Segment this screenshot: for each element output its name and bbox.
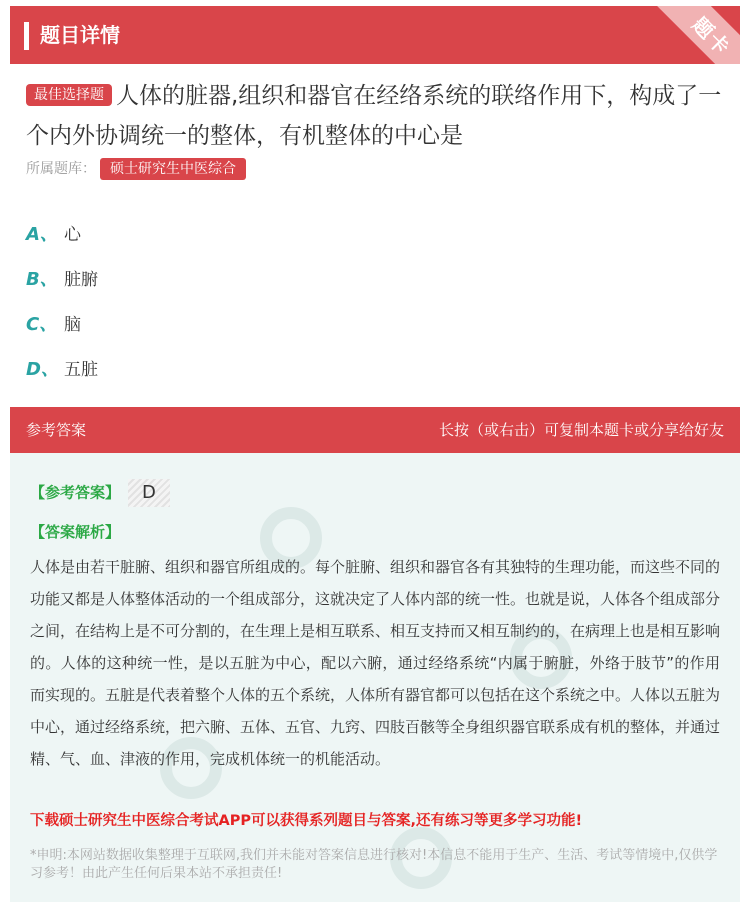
- option-letter: A、: [26, 223, 58, 245]
- corner-band: [654, 6, 740, 64]
- corner-label: 题卡: [687, 12, 736, 61]
- analysis-label: 【答案解析】: [30, 523, 121, 541]
- header-accent-bar: [24, 22, 29, 50]
- corner-ribbon: [654, 6, 740, 64]
- option-a[interactable]: [26, 210, 98, 255]
- option-text: 心: [64, 225, 81, 245]
- page-header: [10, 6, 740, 64]
- question-type-badge: 最佳选择题: [26, 84, 112, 106]
- option-letter: D、: [26, 358, 59, 380]
- answer-panel: [10, 407, 740, 902]
- reference-answer: [30, 479, 170, 507]
- option-text: 脏腑: [64, 270, 98, 290]
- library-badge[interactable]: 硕士研究生中医综合: [100, 158, 246, 180]
- option-text: 五脏: [64, 360, 98, 380]
- option-d[interactable]: [26, 345, 98, 390]
- reference-answer-value: D: [128, 479, 170, 507]
- option-letter: C、: [26, 313, 58, 335]
- page-title: 题目详情: [40, 23, 120, 47]
- options-list: [26, 210, 98, 390]
- option-c[interactable]: [26, 300, 98, 345]
- question-block: [26, 76, 726, 156]
- answer-header: [10, 407, 740, 453]
- question-text: 人体的脏器,组织和器官在经络系统的联络作用下，构成了一个内外协调统一的整体，有机整体的中心是: [26, 83, 722, 149]
- library-label: 所属题库：: [26, 161, 96, 177]
- download-app-link[interactable]: 下载硕士研究生中医综合考试APP可以获得系列题目与答案,还有练习等更多学习功能!: [30, 813, 583, 829]
- question-meta: [26, 157, 246, 181]
- answer-header-title: 参考答案: [26, 421, 87, 439]
- option-b[interactable]: [26, 255, 98, 300]
- share-hint[interactable]: 长按（或右击）可复制本题卡或分享给好友: [438, 421, 724, 439]
- option-letter: B、: [26, 268, 58, 290]
- question-line: [26, 76, 726, 156]
- analysis-text: 人体是由若干脏腑、组织和器官所组成的。每个脏腑、组织和器官各有其独特的生理功能，而这些不同的功能又都是人体整体活动的一个组成部分，这就决定了人体内部的统一性。也就是说，人体各个组成部分之间，在结构上是不可分割的，在生理上是相互联系、相互支持而又相互制约的，在病理上也是相互影响的。人体的这种统一性，是以五脏为中心，配以六腑，通过经络系统“内属于腑脏，外络于肢节”的作用而实现的。五脏是代表着整个人体的五个系统，人体所有器官都可以包括在这个系统之中。人体以五脏为中心，通过经络系统，把六腑、五体、五官、九窍、四肢百骸等全身组织器官联系成有机的整体，并通过精、气、血、津液的作用，完成机体统一的机能活动。: [30, 558, 721, 768]
- reference-answer-label: 【参考答案】: [30, 483, 121, 502]
- disclaimer: *申明:本网站数据收集整理于互联网,我们并未能对答案信息进行核对!本信息不能用于生产、生活、考试等情境中,仅供学习参考！由此产生任何后果本站不承担责任!: [30, 848, 718, 881]
- option-text: 脑: [64, 315, 81, 335]
